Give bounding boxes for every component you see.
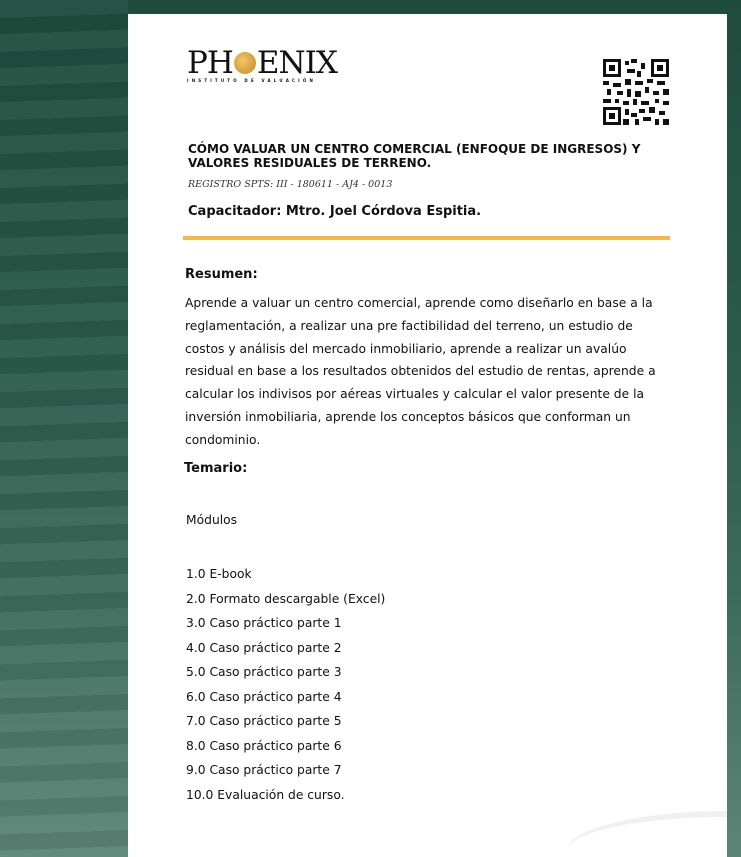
instructor: Capacitador: Mtro. Joel Córdova Espitia. <box>188 204 482 219</box>
summary-text: Aprende a valuar un centro comercial, aprende como diseñarlo en base a la reglamentación, a realizar una pre factibilidad del terreno, un estudio de costos y análisis del mercado inmobiliario, aprende a realizar un avalúo residual en base a los resultados obtenidos del estudio de rentas, aprende a calcular los indivisos por aéreas virtuales y calcular el valor presente de la inversión inmobiliaria, aprende los conceptos básicos que conforman un condominio. <box>185 296 656 447</box>
registration-number: REGISTRO SPTS: III - 180611 - AJ4 - 0013 <box>188 179 393 190</box>
module-item: 4.0 Caso práctico parte 2 <box>186 640 342 655</box>
course-title: CÓMO VALUAR UN CENTRO COMERCIAL (ENFOQUE DE INGRESOS) Y VALORES RESIDUALES DE TERRENO. <box>188 142 641 170</box>
module-item: 7.0 Caso práctico parte 5 <box>186 714 342 728</box>
module-item: 8.0 Caso práctico parte 6 <box>186 738 342 753</box>
qr-code-icon <box>603 59 669 125</box>
logo-emblem-icon <box>234 52 256 74</box>
logo-text-left: PH <box>187 45 233 81</box>
background-pattern <box>0 0 128 857</box>
module-item: 3.0 Caso práctico parte 1 <box>186 616 342 630</box>
logo-text-right: ENIX <box>256 45 337 81</box>
logo-subtitle: INSTITUTO DE VALUACIÓN <box>187 78 316 83</box>
module-item: 10.0 Evaluación de curso. <box>186 787 345 802</box>
decorative-swoosh <box>567 811 727 857</box>
phoenix-logo <box>187 47 347 87</box>
accent-divider <box>183 236 670 240</box>
syllabus-heading: Temario: <box>184 461 248 476</box>
summary-heading: Resumen: <box>185 267 258 282</box>
modules-list <box>186 562 385 807</box>
modules-label: Módulos <box>186 513 238 527</box>
module-item: 1.0 E-book <box>186 567 252 581</box>
module-item: 5.0 Caso práctico parte 3 <box>186 665 342 679</box>
module-item: 6.0 Caso práctico parte 4 <box>186 689 342 704</box>
document-page <box>128 14 727 857</box>
module-item: 2.0 Formato descargable (Excel) <box>186 591 386 606</box>
module-item: 9.0 Caso práctico parte 7 <box>186 763 342 777</box>
